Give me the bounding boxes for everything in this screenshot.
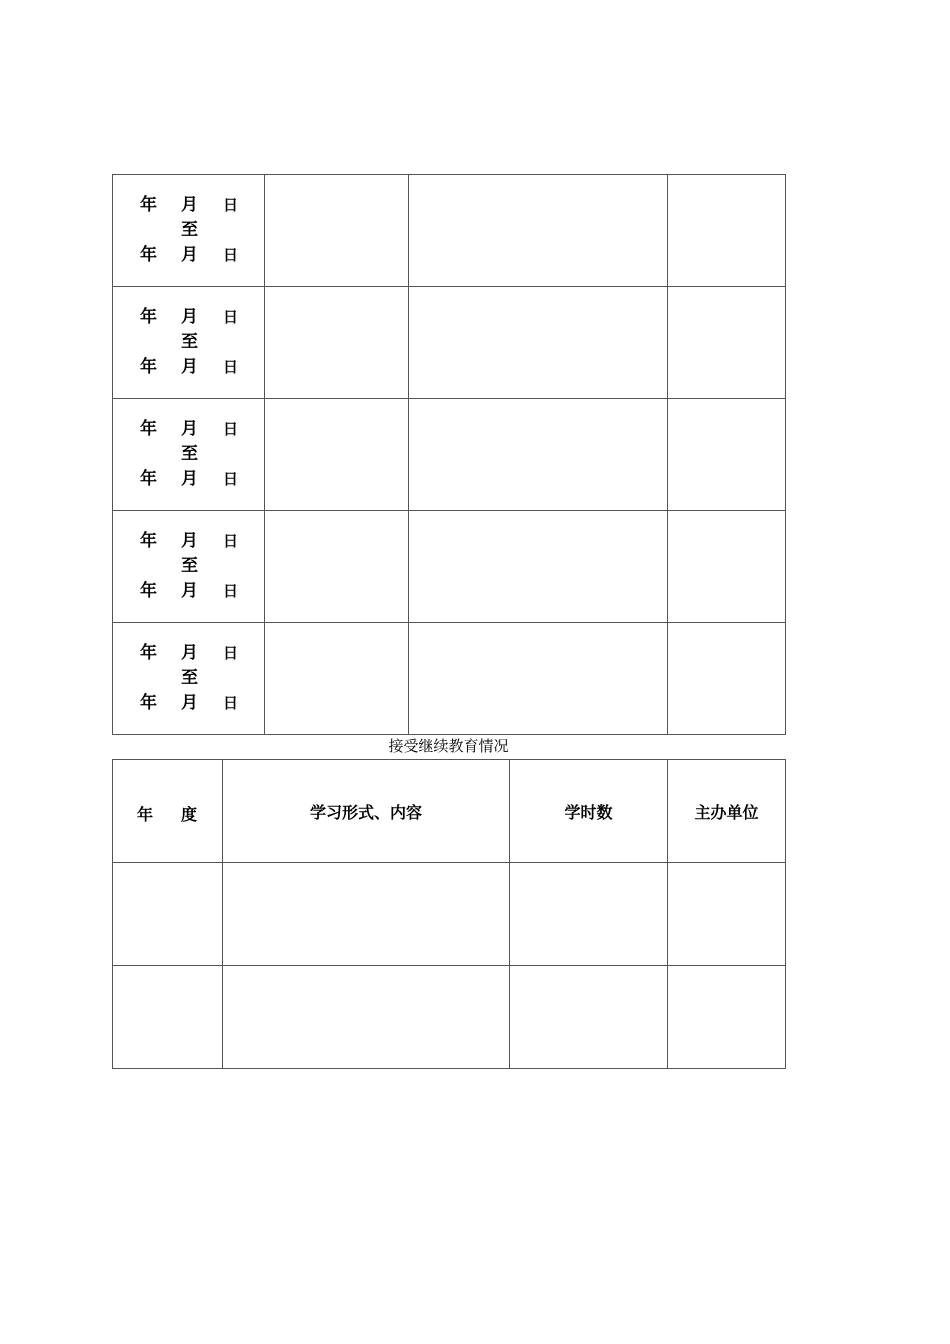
start-day-label: 日 bbox=[223, 308, 239, 326]
empty-cell[interactable] bbox=[668, 511, 786, 623]
table-row bbox=[113, 511, 786, 623]
date-range-cell[interactable] bbox=[113, 175, 265, 287]
empty-cell[interactable] bbox=[409, 287, 668, 399]
start-year-label: 年 bbox=[140, 643, 157, 663]
start-year-label: 年 bbox=[140, 195, 157, 215]
start-month-label: 月 bbox=[181, 531, 198, 551]
header-organizer-cell: 主办单位 bbox=[668, 760, 786, 863]
end-year-label: 年 bbox=[140, 581, 157, 601]
empty-cell[interactable] bbox=[668, 863, 786, 966]
to-label: 至 bbox=[181, 220, 198, 240]
end-month-label: 月 bbox=[181, 693, 198, 713]
end-month-label: 月 bbox=[181, 581, 198, 601]
date-range-cell[interactable] bbox=[113, 623, 265, 735]
end-year-label: 年 bbox=[140, 693, 157, 713]
start-month-label: 月 bbox=[181, 307, 198, 327]
date-range-cell[interactable] bbox=[113, 511, 265, 623]
header-year-cell bbox=[113, 760, 223, 863]
start-day-label: 日 bbox=[223, 196, 239, 214]
work-history-table bbox=[112, 174, 786, 735]
empty-cell[interactable] bbox=[223, 863, 510, 966]
start-month-label: 月 bbox=[181, 643, 198, 663]
empty-cell[interactable] bbox=[265, 287, 409, 399]
empty-cell[interactable] bbox=[409, 623, 668, 735]
empty-cell[interactable] bbox=[409, 175, 668, 287]
header-year-char-2: 度 bbox=[181, 805, 198, 824]
end-day-label: 日 bbox=[223, 358, 239, 376]
empty-cell[interactable] bbox=[265, 175, 409, 287]
empty-cell[interactable] bbox=[510, 966, 668, 1069]
start-year-label: 年 bbox=[140, 531, 157, 551]
end-month-label: 月 bbox=[181, 357, 198, 377]
table-header-row bbox=[113, 760, 786, 863]
table-row bbox=[113, 287, 786, 399]
table-row bbox=[113, 399, 786, 511]
to-label: 至 bbox=[181, 444, 198, 464]
empty-cell[interactable] bbox=[265, 623, 409, 735]
end-month-label: 月 bbox=[181, 469, 198, 489]
empty-cell[interactable] bbox=[113, 863, 223, 966]
empty-cell[interactable] bbox=[113, 966, 223, 1069]
empty-cell[interactable] bbox=[668, 399, 786, 511]
start-day-label: 日 bbox=[223, 644, 239, 662]
table-row bbox=[113, 966, 786, 1069]
end-year-label: 年 bbox=[140, 245, 157, 265]
empty-cell[interactable] bbox=[223, 966, 510, 1069]
continuing-education-caption: 接受继续教育情况 bbox=[388, 737, 509, 755]
continuing-education-table bbox=[112, 759, 786, 1069]
end-day-label: 日 bbox=[223, 582, 239, 600]
start-month-label: 月 bbox=[181, 195, 198, 215]
header-year-char-1: 年 bbox=[137, 805, 154, 824]
empty-cell[interactable] bbox=[668, 287, 786, 399]
empty-cell[interactable] bbox=[409, 511, 668, 623]
start-month-label: 月 bbox=[181, 419, 198, 439]
table-row bbox=[113, 623, 786, 735]
date-range-cell[interactable] bbox=[113, 399, 265, 511]
to-label: 至 bbox=[181, 332, 198, 352]
table-row bbox=[113, 175, 786, 287]
empty-cell[interactable] bbox=[510, 863, 668, 966]
start-year-label: 年 bbox=[140, 419, 157, 439]
empty-cell[interactable] bbox=[265, 511, 409, 623]
header-hours-cell: 学时数 bbox=[510, 760, 668, 863]
end-year-label: 年 bbox=[140, 469, 157, 489]
empty-cell[interactable] bbox=[668, 966, 786, 1069]
empty-cell[interactable] bbox=[409, 399, 668, 511]
table-row bbox=[113, 863, 786, 966]
end-day-label: 日 bbox=[223, 246, 239, 264]
empty-cell[interactable] bbox=[265, 399, 409, 511]
header-content-cell: 学习形式、内容 bbox=[223, 760, 510, 863]
empty-cell[interactable] bbox=[668, 623, 786, 735]
start-day-label: 日 bbox=[223, 420, 239, 438]
to-label: 至 bbox=[181, 556, 198, 576]
start-day-label: 日 bbox=[223, 532, 239, 550]
end-day-label: 日 bbox=[223, 470, 239, 488]
start-year-label: 年 bbox=[140, 307, 157, 327]
end-month-label: 月 bbox=[181, 245, 198, 265]
to-label: 至 bbox=[181, 668, 198, 688]
date-range-cell[interactable] bbox=[113, 287, 265, 399]
end-year-label: 年 bbox=[140, 357, 157, 377]
empty-cell[interactable] bbox=[668, 175, 786, 287]
end-day-label: 日 bbox=[223, 694, 239, 712]
